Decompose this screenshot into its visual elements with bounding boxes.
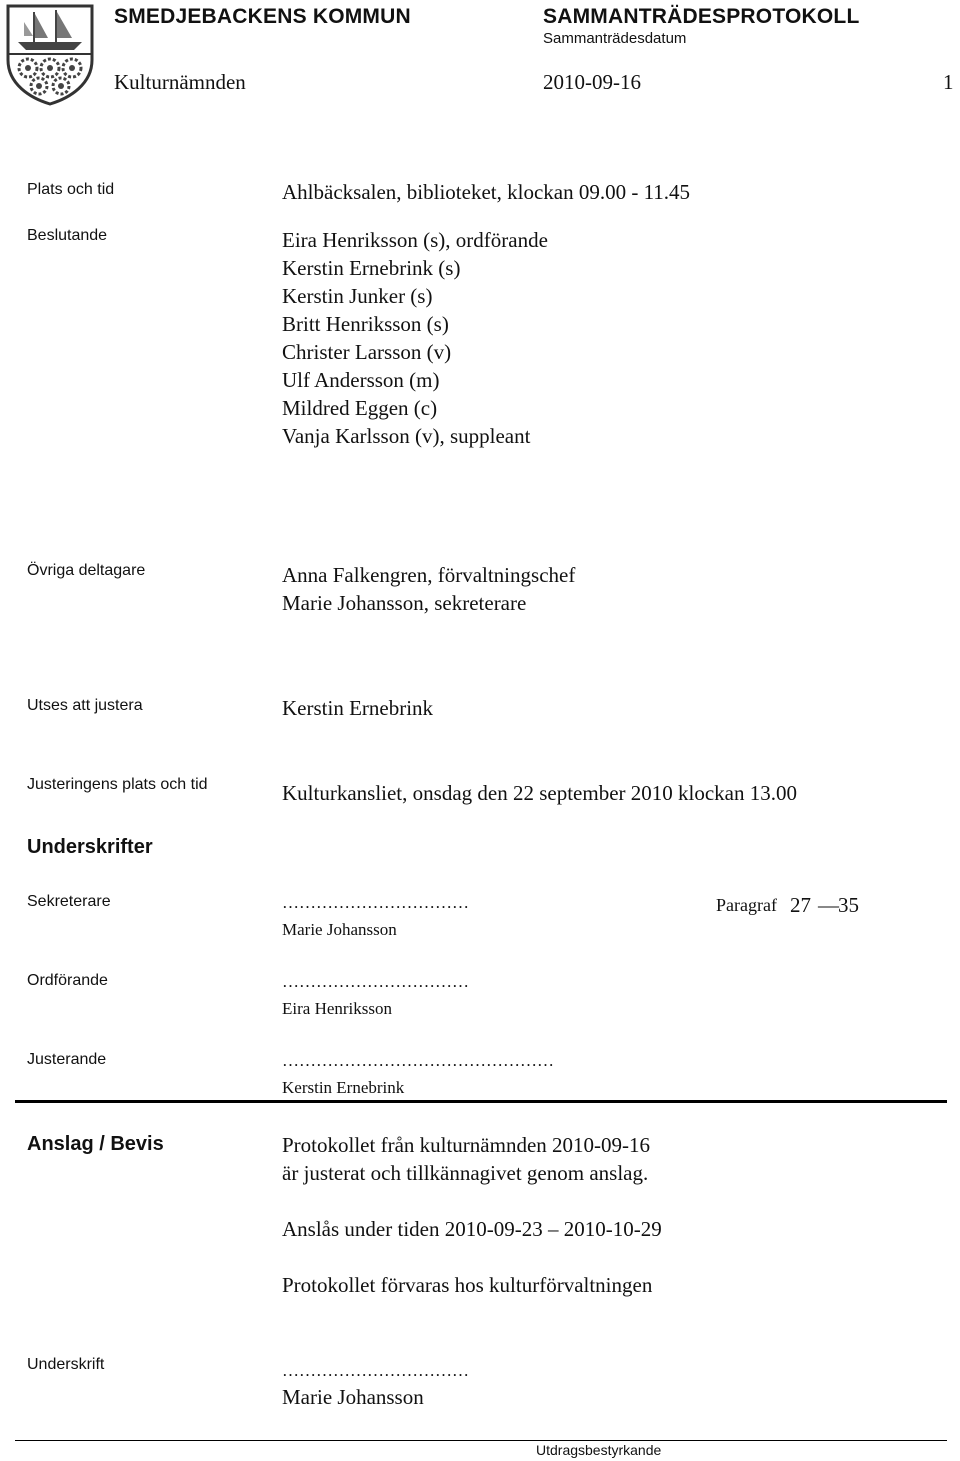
adjuster-signature-label: Justerande [27, 1051, 107, 1068]
decision-makers-label: Beslutande [27, 227, 108, 244]
member-item: Christer Larsson (v) [282, 340, 452, 364]
meeting-date: 2010-09-16 [543, 70, 641, 94]
secretary-label: Sekreterare [27, 893, 111, 910]
notice-storage: Protokollet förvaras hos kulturförvaltningen [282, 1273, 653, 1297]
chair-signature-line: …………………………… [282, 972, 469, 991]
place-time-label: Plats och tid [27, 181, 115, 198]
member-item: Mildred Eggen (c) [282, 396, 438, 420]
member-item: Vanja Karlsson (v), suppleant [282, 424, 531, 448]
coat-of-arms-logo [4, 2, 96, 106]
notice-signature-label: Underskrift [27, 1356, 105, 1373]
other-participants-label: Övriga deltagare [27, 562, 146, 579]
member-item: Kerstin Ernebrink (s) [282, 256, 461, 280]
adjuster-label: Utses att justera [27, 697, 143, 714]
meeting-date-label: Sammanträdesdatum [543, 30, 687, 47]
member-item: Kerstin Junker (s) [282, 284, 433, 308]
chair-label: Ordförande [27, 972, 108, 989]
page-number: 1 [943, 70, 954, 94]
notice-line-1: Protokollet från kulturnämnden 2010-09-16 [282, 1133, 651, 1157]
adjustment-place-time-label: Justeringens plats och tid [27, 776, 208, 793]
footer-divider [15, 1440, 947, 1441]
committee-name: Kulturnämnden [114, 70, 246, 94]
secretary-signature-line: …………………………… [282, 893, 469, 912]
section-divider [15, 1100, 947, 1103]
member-item: Britt Henriksson (s) [282, 312, 449, 336]
notice-line-2: är justerat och tillkännagivet genom anslag. [282, 1161, 649, 1185]
notice-posted-period: Anslås under tiden 2010-09-23 – 2010-10-29 [282, 1217, 662, 1241]
paragraph-to: 35 [838, 893, 859, 917]
adjuster-value: Kerstin Ernebrink [282, 696, 434, 720]
other-participants-list [282, 561, 575, 617]
secretary-name: Marie Johansson [282, 920, 397, 939]
document-type: SAMMANTRÄDESPROTOKOLL [543, 5, 860, 28]
adjuster-name: Kerstin Ernebrink [282, 1078, 405, 1097]
member-item: Ulf Andersson (m) [282, 368, 440, 392]
participant-item: Anna Falkengren, förvaltningschef [282, 563, 576, 587]
decision-makers-list [282, 226, 548, 450]
adjustment-place-time-value: Kulturkansliet, onsdag den 22 september 2010 klockan 13.00 [282, 781, 797, 805]
chair-name: Eira Henriksson [282, 999, 393, 1018]
adjuster-signature-line: ………………………………………… [282, 1051, 554, 1070]
footer-label: Utdragsbestyrkande [536, 1442, 662, 1458]
notice-signature-line: …………………………… [282, 1361, 469, 1380]
paragraph-from: 27 [790, 893, 811, 917]
place-time-value: Ahlbäcksalen, biblioteket, klockan 09.00 - 11.45 [282, 180, 691, 204]
paragraph-dash: — [818, 893, 839, 917]
paragraph-label: Paragraf [716, 895, 777, 915]
member-item: Eira Henriksson (s), ordförande [282, 228, 548, 252]
organization-name: SMEDJEBACKENS KOMMUN [114, 5, 411, 28]
notice-heading: Anslag / Bevis [27, 1133, 164, 1155]
signatures-heading: Underskrifter [27, 836, 153, 858]
notice-signer-name: Marie Johansson [282, 1385, 424, 1409]
participant-item: Marie Johansson, sekreterare [282, 591, 527, 615]
